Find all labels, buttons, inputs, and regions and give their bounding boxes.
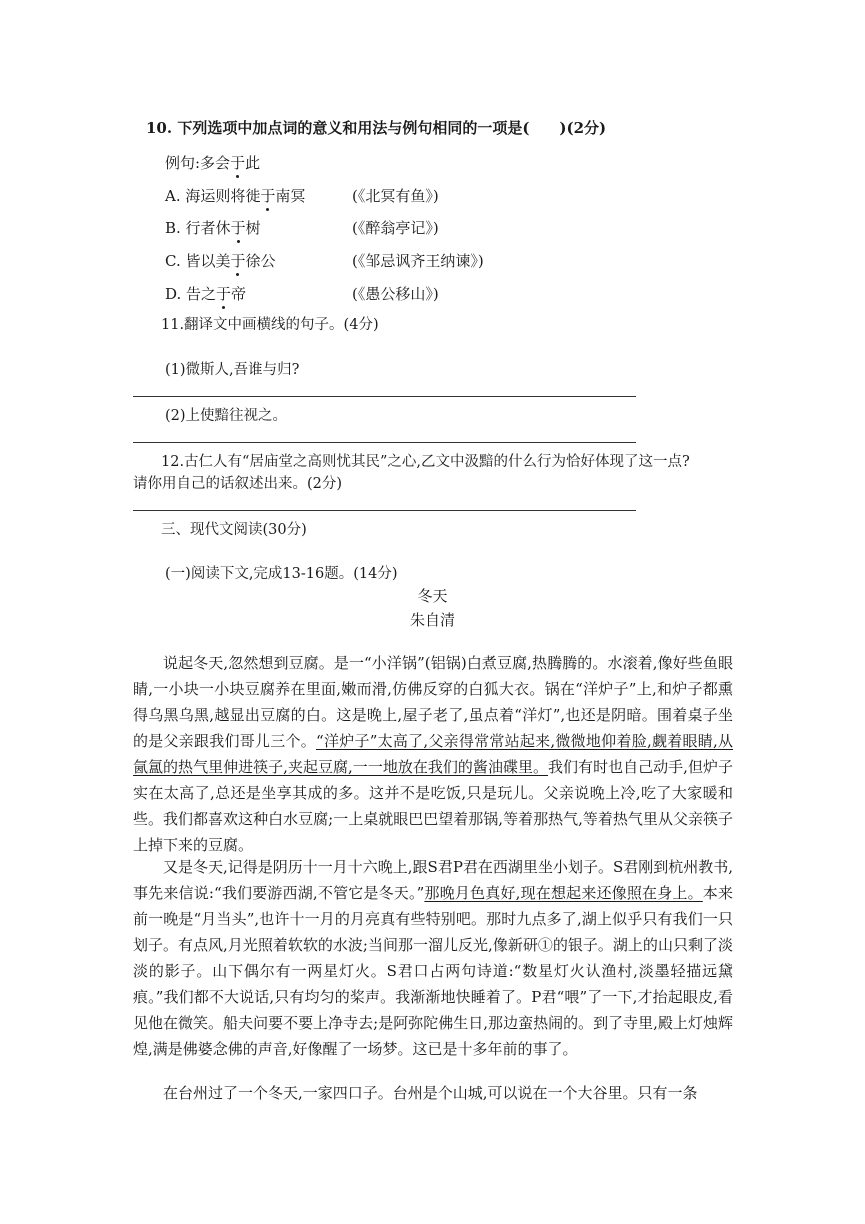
paragraph-text: 说起冬天,忽然想到豆腐。是一“小洋锅”(铝锅)白煮豆腐,热腾腾的。水滚着,像好些鱼眼睛,一小块一小块豆腐养在里面,嫩而滑,仿佛反穿的白狐大衣。锅在“洋炉子”上,和炉子都熏得乌黑乌黑,越显出豆腐的白。这是晚上,屋子老了,虽点着“洋灯”,也还是阴暗。围着桌子坐的是父亲跟我们哥儿三个。	[133, 654, 733, 750]
q10-option-b	[165, 217, 261, 238]
article-paragraph-2	[133, 854, 733, 1062]
paragraph-text: 本来前一晚是“月当头”,也许十一月的月亮真有些特别吧。那时九点多了,湖上似乎只有我们一只划子。有点风,月光照着软软的水波;当间那一溜儿反光,像新研①的银子。湖上的山只剩了淡淡的影子。山下偶尔有一两星灯火。S君口占两句诗道:“数星灯火认渔村,淡墨轻描远黛痕。”我们都不大说话,只有均匀的桨声。我渐渐地快睡着了。P君“喂”了一下,才抬起眼皮,看见他在微笑。船夫问要不要上净寺去;是阿弥陀佛生日,那边蛮热闹的。到了寺里,殿上灯烛辉煌,满是佛婆念佛的声音,好像醒了一场梦。这已是十多年前的事了。	[133, 884, 733, 1058]
q11-title: 11.翻译文中画横线的句子。(4分)	[161, 317, 379, 333]
q10-example	[165, 152, 260, 173]
answer-line-2[interactable]	[133, 442, 636, 443]
option-text: 树	[245, 219, 261, 237]
paragraph-text: 我们有时也自己动手,但炉子实在太高了,总还是坐享其成的多。这并不是吃饭,只是玩儿。父亲说晚上冷,吃了大家暖和些。我们都喜欢这种白水豆腐;一上桌就眼巴巴望着那锅,等着那热气,等着热气里从父亲筷子上掉下来的豆腐。	[133, 758, 733, 854]
paragraph-text: 又是冬天,记得是阴历十一月十六晚上,跟S君P君在西湖里坐小划子。S君刚到杭州教书,事先来信说:“我们要游西湖,不管它是冬天。”	[133, 858, 733, 902]
option-text: D. 告之	[165, 285, 217, 303]
paragraph-text: 在台州过了一个冬天,一家四口子。台州是个山城,可以说在一个大谷里。只有一条	[163, 1084, 698, 1102]
q10-example-dotted-word: 于	[230, 154, 246, 172]
article-author: 朱自清	[409, 611, 455, 629]
section-heading: 三、现代文阅读(30分)	[161, 522, 307, 538]
q10-option-a-source: (《北冥有鱼》)	[352, 187, 439, 205]
section-subheading: (一)阅读下文,完成13-16题。(14分)	[165, 566, 398, 582]
option-dotted-word: 于	[230, 219, 246, 237]
option-text: B. 行者休	[165, 219, 231, 237]
q10-option-d	[165, 283, 246, 304]
answer-line-3[interactable]	[133, 510, 636, 511]
q10-option-d-source: (《愚公移山》)	[352, 285, 439, 303]
q10-option-a	[165, 185, 305, 206]
article-paragraph-1	[133, 650, 733, 858]
option-dotted-word: 于	[230, 252, 246, 270]
option-dotted-word: 于	[260, 187, 276, 205]
option-dotted-word: 于	[216, 285, 232, 303]
q12-line-1: 12.古仁人有“居庙堂之高则忧其民”之心,乙文中汲黯的什么行为恰好体现了这一点?	[161, 454, 690, 470]
q10-option-c	[165, 250, 276, 271]
q10-example-suffix: 此	[245, 154, 261, 172]
option-text: C. 皆以美	[165, 252, 231, 270]
q12-line-2: 请你用自己的话叙述出来。(2分)	[133, 476, 343, 492]
q10-option-b-source: (《醉翁亭记》)	[352, 219, 439, 237]
q11-sentence-2: (2)上使黯往视之。	[165, 408, 288, 424]
option-text: 帝	[231, 285, 247, 303]
q11-sentence-1: (1)微斯人,吾谁与归?	[165, 362, 300, 378]
underlined-sentence-1: “洋炉子”太高了,父亲得常常站起来,微微地仰着脸,觑着眼睛,从氤氲的热气里伸进筷子,夹起豆腐,一一地放在我们的酱油碟里。	[133, 732, 733, 776]
answer-line-1[interactable]	[133, 396, 636, 397]
underlined-sentence-2: 那晚月色真好,现在想起来还像照在身上。	[424, 884, 703, 902]
option-text: 徐公	[245, 252, 276, 270]
article-paragraph-3	[133, 1080, 733, 1106]
q10-example-prefix: 例句:多会	[165, 154, 231, 172]
q10-title: 10. 下列选项中加点词的意义和用法与例句相同的一项是( )(2分)	[146, 119, 607, 137]
q10-option-c-source: (《邹忌讽齐王纳谏》)	[352, 252, 484, 270]
option-text: 南冥	[275, 187, 306, 205]
article-title: 冬天	[417, 587, 448, 605]
option-text: A. 海运则将徙	[165, 187, 261, 205]
